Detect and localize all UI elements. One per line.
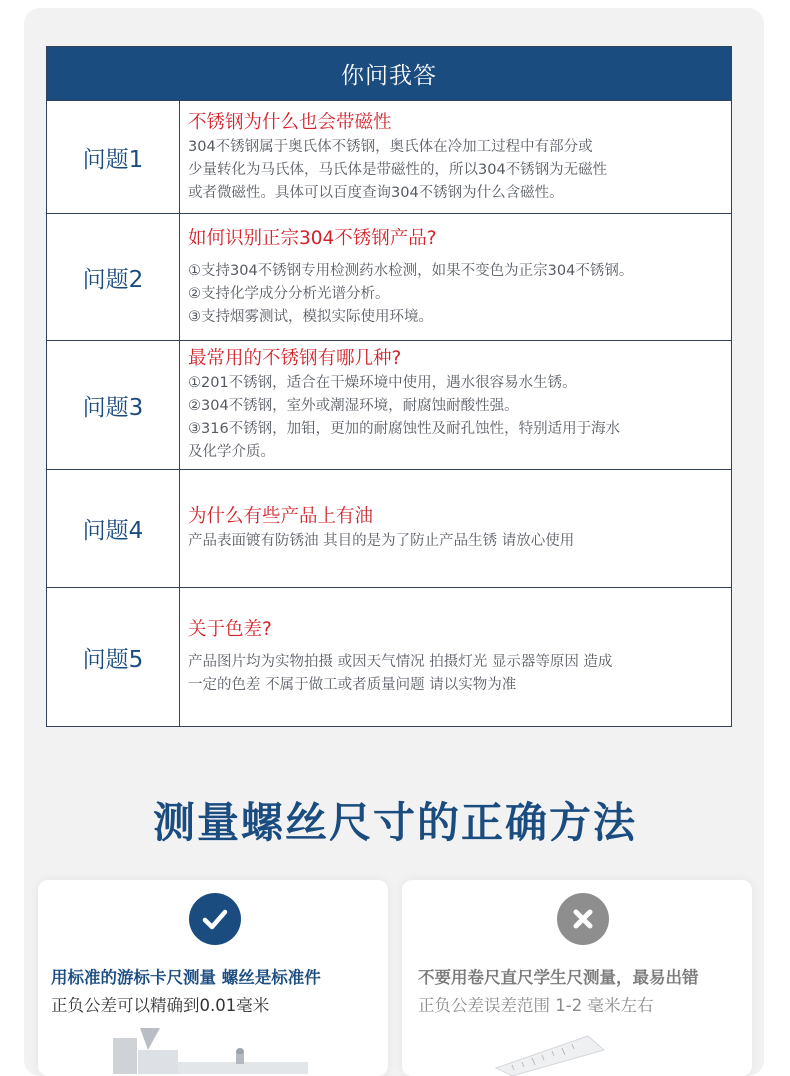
question-label: 问题1 xyxy=(47,101,180,213)
check-icon xyxy=(189,893,241,945)
faq-row-4 xyxy=(47,469,731,587)
wrong-method-subtitle: 正负公差误差范围 1-2 毫米左右 xyxy=(418,996,654,1015)
correct-method-card xyxy=(38,880,388,1076)
question-label: 问题3 xyxy=(47,341,180,469)
answer-line: ①201不锈钢，适合在干燥环境中使用，遇水很容易水生锈。 xyxy=(188,375,577,391)
answer-line: ③支持烟雾测试，模拟实际使用环境。 xyxy=(188,308,433,325)
answer-line: 或者微磁性。具体可以百度查询304不锈钢为什么含磁性。 xyxy=(188,184,564,201)
correct-method-title: 用标准的游标卡尺测量 螺丝是标准件 xyxy=(51,968,321,987)
answer-line: 一定的色差 不属于做工或者质量问题 请以实物为准 xyxy=(188,677,517,693)
question-label: 问题2 xyxy=(47,214,180,340)
answer-line: 产品表面镀有防锈油 其目的是为了防止产品生锈 请放心使用 xyxy=(188,533,575,549)
faq-row-3 xyxy=(47,340,731,469)
answer-cell xyxy=(180,588,731,726)
faq-table xyxy=(46,46,732,727)
answer-line: 少量转化为马氏体，马氏体是带磁性的，所以304不锈钢为无磁性 xyxy=(188,161,608,178)
answer-cell xyxy=(180,101,731,213)
faq-row-2 xyxy=(47,213,731,340)
question-title: 关于色差? xyxy=(188,619,272,640)
wrong-method-title: 不要用卷尺直尺学生尺测量，最易出错 xyxy=(418,968,699,987)
answer-cell xyxy=(180,341,731,469)
answer-line: ②支持化学成分分析光谱分析。 xyxy=(188,285,390,302)
faq-header: 你问我答 xyxy=(47,47,731,100)
ruler-image xyxy=(492,1032,612,1076)
cross-icon xyxy=(557,893,609,945)
answer-line: 产品图片均为实物拍摄 或因天气情况 拍摄灯光 显示器等原因 造成 xyxy=(188,654,613,670)
answer-cell xyxy=(180,214,731,340)
correct-method-subtitle: 正负公差可以精确到0.01毫米 xyxy=(51,996,270,1015)
answer-line: ①支持304不锈钢专用检测药水检测，如果不变色为正宗304不锈钢。 xyxy=(188,262,634,279)
wrong-method-card xyxy=(402,880,752,1076)
question-title: 为什么有些产品上有油 xyxy=(188,506,374,527)
answer-line: ③316不锈钢，加钼，更加的耐腐蚀性及耐孔蚀性，特别适用于海水 xyxy=(188,421,621,437)
caliper-image xyxy=(68,1028,308,1074)
question-title: 如何识别正宗304不锈钢产品? xyxy=(188,227,437,249)
answer-line: 及化学介质。 xyxy=(188,444,275,460)
question-title: 最常用的不锈钢有哪几种? xyxy=(188,348,402,369)
answer-line: ②304不锈钢，室外或潮湿环境，耐腐蚀耐酸性强。 xyxy=(188,398,519,414)
answer-line: 304不锈钢属于奥氏体不锈钢，奥氏体在冷加工过程中有部分或 xyxy=(188,138,593,155)
faq-row-5 xyxy=(47,587,731,726)
question-label: 问题5 xyxy=(47,588,180,726)
section-title: 测量螺丝尺寸的正确方法 xyxy=(152,798,637,847)
faq-row-1 xyxy=(47,100,731,213)
answer-cell xyxy=(180,470,731,587)
question-label: 问题4 xyxy=(47,470,180,587)
question-title: 不锈钢为什么也会带磁性 xyxy=(188,111,392,133)
